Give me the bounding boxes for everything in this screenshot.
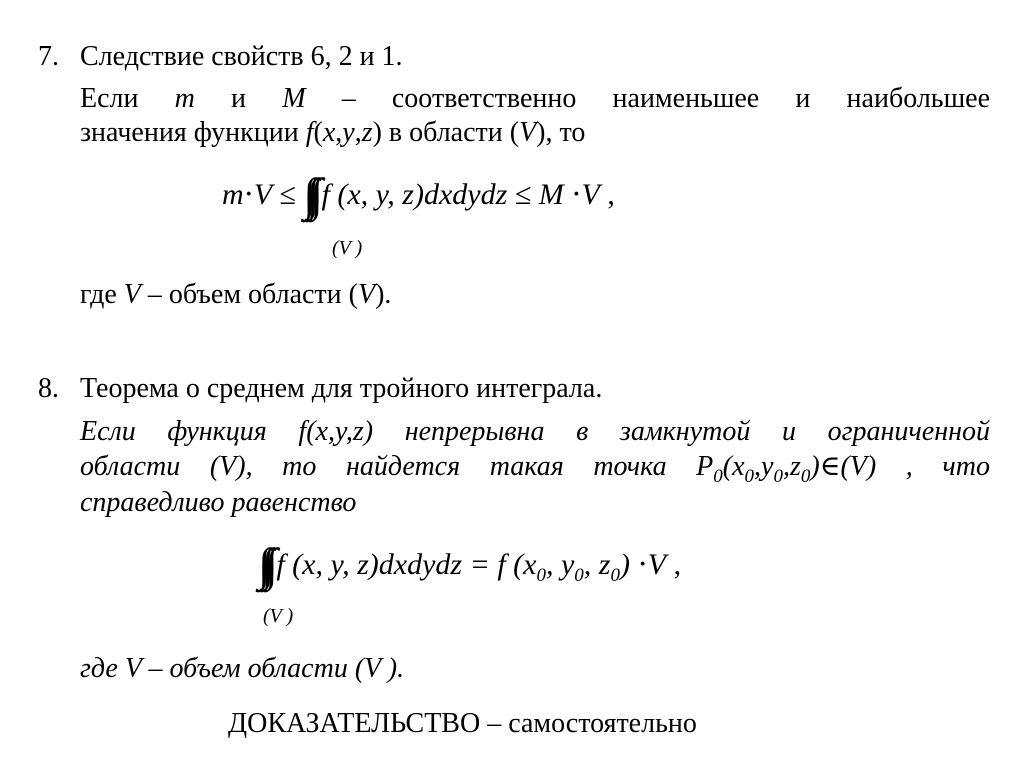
item-7-integral-domain: (V ) — [332, 237, 363, 259]
triple-integral-sign: ∫∫∫ — [258, 539, 269, 590]
subscript: 0 — [800, 466, 811, 487]
item-8-line-1: Если функция f(x,y,z) непрерывна в замкнутой и ограниченной — [80, 416, 990, 447]
formula-lhs: m⋅V ≤ — [222, 178, 304, 211]
variable-f: f — [305, 117, 314, 148]
text-run: ) в области ( — [372, 117, 520, 148]
formula-run: , y — [545, 548, 575, 581]
subscript: 0 — [610, 565, 620, 586]
text-run: – объем области ( — [140, 279, 358, 310]
text-run: (x — [722, 451, 745, 482]
text-run: , — [335, 117, 343, 148]
item-7-note — [80, 278, 391, 312]
text-run: области (V), то найдется такая точка P — [80, 451, 714, 482]
triple-integral-sign: ∫∫∫ — [303, 169, 314, 220]
variable-m: m — [174, 83, 195, 114]
item-8-note: где V – объем области (V ). — [80, 653, 405, 684]
variable-V: V — [357, 279, 376, 310]
text-run: где — [80, 279, 124, 310]
formula-run: , z — [583, 548, 611, 581]
subscript: 0 — [713, 466, 723, 487]
item-8-integral-domain: (V ) — [263, 605, 294, 627]
variable-x: x — [322, 117, 336, 148]
text-run: значения функции — [80, 117, 306, 148]
formula-body: f (x, y, z)dxdydz ≤ M ⋅V — [314, 178, 600, 211]
subscript: 0 — [744, 466, 755, 487]
text-run: )∈(V) , что — [810, 451, 990, 482]
text-run: Если — [80, 83, 175, 114]
item-7-line-2 — [80, 116, 585, 150]
item-7-title: Следствие свойств 6, 2 и 1. — [80, 41, 403, 72]
variable-M: M — [282, 83, 306, 114]
text-run: и — [194, 83, 283, 114]
item-8-line-3: справедливо равенство — [80, 487, 357, 518]
formula-comma: , — [666, 548, 682, 581]
item-8-title: Теорема о среднем для тройного интеграла. — [80, 373, 603, 404]
item-7-number: 7. — [38, 41, 59, 72]
variable-z: z — [361, 117, 373, 148]
item-8-formula — [258, 539, 682, 596]
proof-note: ДОКАЗАТЕЛЬСТВО – самостоятельно — [228, 708, 697, 739]
subscript: 0 — [574, 565, 584, 586]
variable-V: V — [123, 279, 141, 310]
subscript: 0 — [536, 565, 546, 586]
text-run: ,y — [754, 451, 774, 482]
formula-run: ) ⋅V — [619, 548, 667, 581]
text-run: , — [354, 117, 362, 148]
text-run: ( — [313, 117, 323, 148]
item-7-line-1 — [80, 82, 990, 116]
variable-V: V — [519, 117, 537, 148]
item-8-number: 8. — [38, 373, 59, 404]
text-run: – соответственно наименьшее и наибольшее — [305, 83, 990, 114]
text-run: ), то — [536, 117, 586, 148]
formula-run: f (x, y, z)dxdydz = f (x — [268, 548, 537, 581]
variable-y: y — [342, 117, 355, 148]
formula-comma: , — [599, 178, 615, 211]
item-7-formula — [222, 169, 615, 220]
subscript: 0 — [773, 466, 783, 487]
text-run: ,z — [782, 451, 801, 482]
text-run: ). — [375, 279, 392, 310]
